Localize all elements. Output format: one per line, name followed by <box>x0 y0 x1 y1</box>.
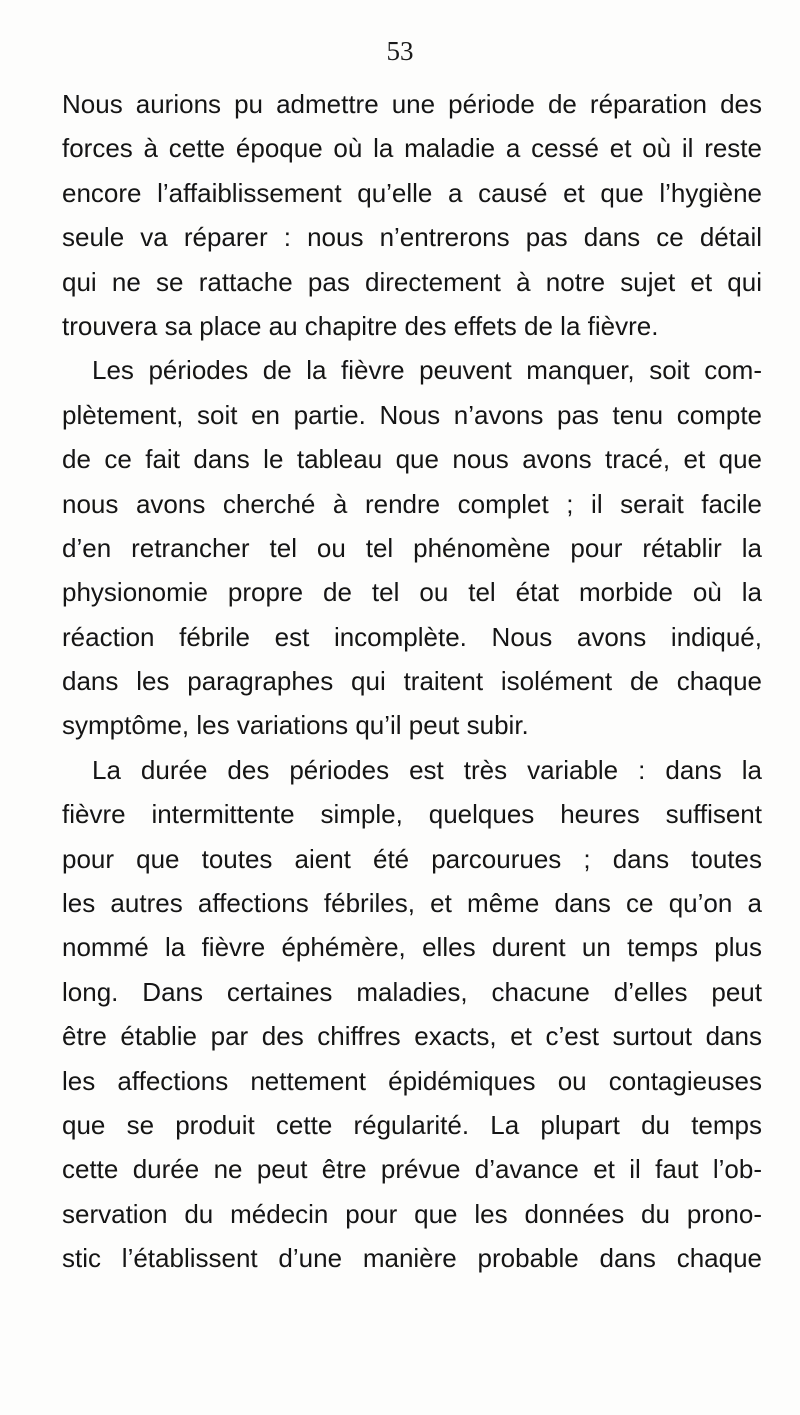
text-line: long. Dans certaines maladies, chacune d’elles peut <box>62 976 762 1007</box>
text-line: plètement, soit en partie. Nous n’avons pas tenu compte <box>62 399 762 430</box>
text-line: nommé la fièvre éphémère, elles durent un temps plus <box>62 932 762 963</box>
text-line: physionomie propre de tel ou tel état morbide où la <box>62 577 762 608</box>
text-line: fièvre intermittente simple, quelques heures suffisent <box>62 799 762 830</box>
text-line: être établie par des chiffres exacts, et c’est surtout dans <box>62 1021 762 1052</box>
text-line: symptôme, les variations qu’il peut subir. <box>62 710 529 741</box>
text-line: nous avons cherché à rendre complet ; il serait facile <box>62 488 762 519</box>
text-line: les affections nettement épidémiques ou contagieuses <box>62 1065 762 1096</box>
text-line: pour que toutes aient été parcourues ; dans toutes <box>62 843 762 874</box>
text-line: cette durée ne peut être prévue d’avance et il faut l’ob- <box>62 1154 762 1185</box>
text-line: trouvera sa place au chapitre des effets de la fièvre. <box>62 310 659 341</box>
body-text <box>62 82 762 1281</box>
text-line: les autres affections fébriles, et même dans ce qu’on a <box>62 888 762 919</box>
text-line: réaction fébrile est incomplète. Nous avons indiqué, <box>62 621 762 652</box>
text-line: seule va réparer : nous n’entrerons pas dans ce détail <box>62 222 762 253</box>
text-line: encore l’affaiblissement qu’elle a causé et que l’hygiène <box>62 177 762 208</box>
text-line: de ce fait dans le tableau que nous avons tracé, et que <box>62 444 762 475</box>
text-line: que se produit cette régularité. La plupart du temps <box>62 1109 762 1140</box>
text-line: Les périodes de la fièvre peuvent manquer, soit com- <box>92 355 762 386</box>
text-line: qui ne se rattache pas directement à notre sujet et qui <box>62 266 762 297</box>
text-line: servation du médecin pour que les données du prono- <box>62 1198 762 1229</box>
text-line: stic l’établissent d’une manière probable dans chaque <box>62 1243 762 1274</box>
page-number: 53 <box>386 36 414 66</box>
text-line: dans les paragraphes qui traitent isolément de chaque <box>62 666 762 697</box>
text-line: d’en retrancher tel ou tel phénomène pour rétablir la <box>62 532 762 563</box>
text-line: Nous aurions pu admettre une période de réparation des <box>62 89 762 119</box>
text-line: La durée des périodes est très variable : dans la <box>92 754 762 785</box>
text-line: forces à cette époque où la maladie a cessé et où il reste <box>62 133 762 164</box>
